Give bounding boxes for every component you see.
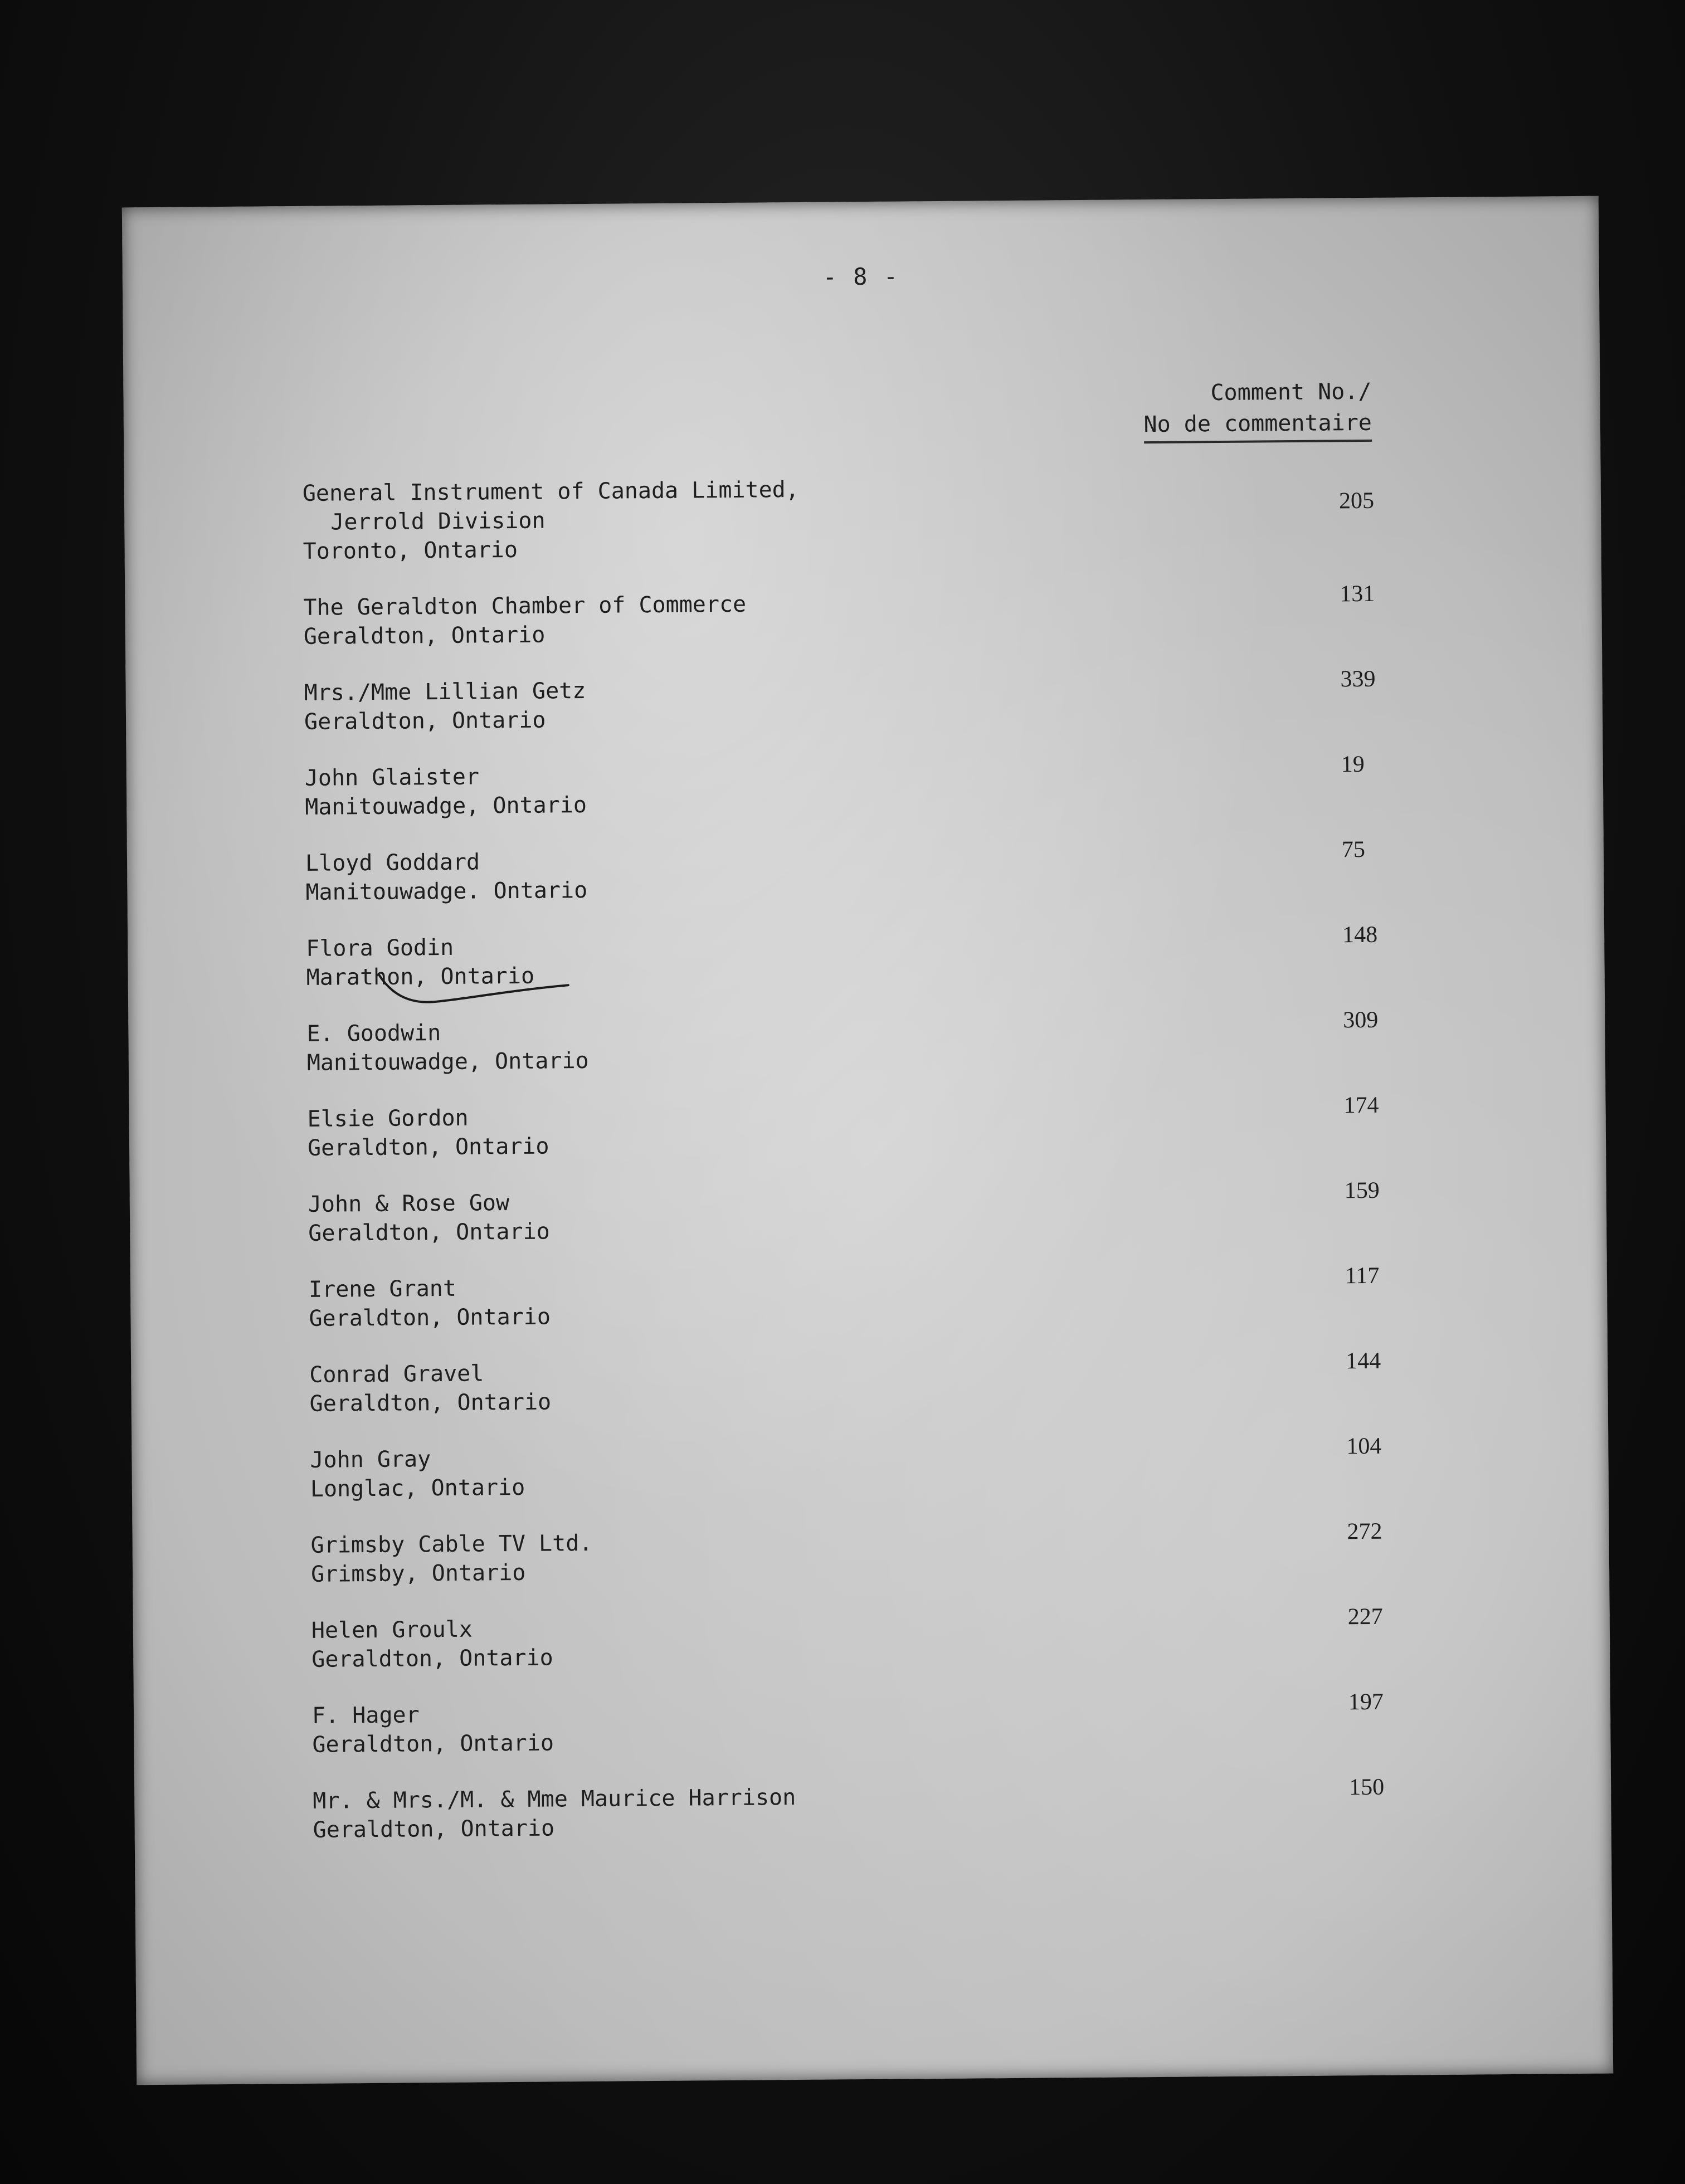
- entry-location: Longlac, Ontario: [310, 1474, 525, 1502]
- list-item: [304, 666, 1376, 737]
- entry-comment-number: 19: [1341, 751, 1365, 778]
- entry-comment-number: 174: [1343, 1092, 1379, 1119]
- entry-comment-number: 104: [1346, 1433, 1382, 1460]
- document-page: [122, 196, 1613, 2085]
- list-item: [309, 1348, 1381, 1418]
- list-item: [313, 1774, 1385, 1845]
- entry-name-continued: Jerrold Division: [330, 508, 546, 535]
- entry-location: Geraldton, Ontario: [312, 1730, 554, 1758]
- entry-name: Elsie Gordon: [307, 1105, 469, 1132]
- entry-location: Grimsby, Ontario: [310, 1559, 526, 1587]
- list-item: [303, 581, 1375, 651]
- entry-name: Mrs./Mme Lillian Getz: [304, 677, 586, 706]
- list-item: [302, 472, 1375, 566]
- list-item: [308, 1177, 1380, 1248]
- column-header-english: Comment No./: [1210, 378, 1372, 406]
- entry-location: Geraldton, Ontario: [309, 1389, 552, 1417]
- entry-name: E. Goodwin: [306, 1020, 441, 1047]
- list-item: [310, 1433, 1382, 1504]
- entry-name: Mr. & Mrs./M. & Mme Maurice Harrison: [313, 1785, 796, 1814]
- entry-location: Geraldton, Ontario: [309, 1304, 551, 1332]
- entry-comment-number: 150: [1348, 1774, 1385, 1801]
- entry-comment-number: 227: [1347, 1603, 1383, 1630]
- entry-location: Geraldton, Ontario: [313, 1815, 555, 1843]
- entry-name: John Glaister: [304, 764, 480, 791]
- entry-name: Irene Grant: [308, 1275, 457, 1303]
- entry-name: Helen Groulx: [311, 1616, 473, 1644]
- entry-location: Geraldton, Ontario: [308, 1218, 550, 1246]
- entry-location: Manitouwadge, Ontario: [305, 792, 587, 820]
- entry-name: Lloyd Goddard: [305, 849, 480, 876]
- entry-comment-number: 197: [1348, 1689, 1384, 1715]
- entry-comment-number: 148: [1342, 922, 1378, 948]
- entry-comment-number: 272: [1347, 1518, 1382, 1545]
- entry-location: Toronto, Ontario: [303, 537, 518, 564]
- entry-comment-number: 339: [1340, 666, 1376, 693]
- entry-name: The Geraldton Chamber of Commerce: [303, 591, 747, 621]
- entry-name: Flora Godin: [306, 934, 454, 962]
- entry-comment-number: 131: [1340, 581, 1375, 607]
- list-item: [306, 1007, 1379, 1078]
- list-item: [304, 751, 1365, 822]
- list-item: [310, 1518, 1382, 1589]
- entry-location: Manitouwadge, Ontario: [306, 1047, 589, 1076]
- entry-name: F. Hager: [311, 1702, 420, 1729]
- entry-comment-number: 309: [1343, 1007, 1379, 1034]
- entry-comment-number: 205: [1338, 488, 1375, 514]
- entry-name: General Instrument of Canada Limited,: [302, 476, 800, 506]
- entry-name: Grimsby Cable TV Ltd.: [310, 1530, 593, 1558]
- entry-location: Geraldton, Ontario: [311, 1645, 553, 1673]
- entry-location: Marathon, Ontario: [306, 963, 535, 991]
- page-number: - 8 -: [822, 262, 899, 291]
- entry-comment-number: 144: [1345, 1348, 1381, 1374]
- column-header: [1082, 376, 1372, 444]
- entry-name: John & Rose Gow: [308, 1190, 510, 1217]
- entry-comment-number: 75: [1341, 836, 1366, 863]
- entry-location: Geraldton, Ontario: [307, 1133, 549, 1161]
- entry-name: John Gray: [310, 1446, 431, 1473]
- list-item: [305, 836, 1366, 907]
- entry-location: Geraldton, Ontario: [303, 622, 546, 650]
- entry-location: Manitouwadge. Ontario: [305, 877, 588, 905]
- entry-comment-number: 117: [1345, 1262, 1380, 1289]
- list-item: [306, 922, 1378, 992]
- list-item: [308, 1262, 1380, 1333]
- entry-location: Geraldton, Ontario: [304, 707, 546, 735]
- entry-comment-number: 159: [1344, 1177, 1380, 1204]
- entry-name: Conrad Gravel: [309, 1361, 484, 1388]
- list-item: [311, 1689, 1384, 1759]
- list-item: [311, 1603, 1383, 1674]
- column-header-french: No de commentaire: [1143, 407, 1372, 443]
- list-item: [307, 1092, 1379, 1163]
